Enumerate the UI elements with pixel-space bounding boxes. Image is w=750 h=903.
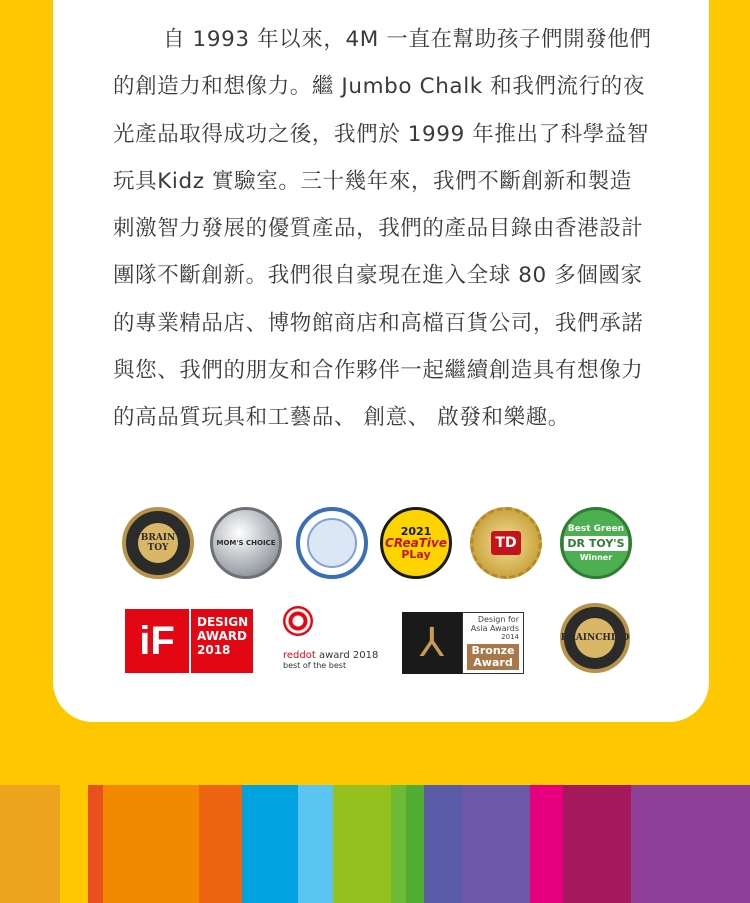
reddot-award-logo bbox=[283, 606, 393, 676]
dfa-bronze-award: Bronze Award bbox=[467, 644, 519, 670]
color-stripe bbox=[242, 785, 298, 903]
if-design-award-logo bbox=[125, 609, 253, 673]
color-stripe bbox=[0, 785, 60, 903]
td-seal-award-mark: TD bbox=[491, 531, 521, 555]
creative-play-award-line2: PLay bbox=[401, 548, 431, 561]
moms-choice-award-label: MOM'S CHOICE bbox=[216, 539, 276, 547]
color-stripe bbox=[391, 785, 406, 903]
parents-choice-award-badge bbox=[296, 507, 368, 579]
moms-choice-award-badge bbox=[210, 507, 282, 579]
if-line1: DESIGN bbox=[197, 615, 249, 629]
reddot-year: award 2018 bbox=[315, 650, 379, 661]
dfa-year: 2014 bbox=[501, 633, 519, 641]
color-stripe bbox=[60, 785, 88, 903]
brain-child-award-label: BRAIN CHILD bbox=[575, 618, 615, 658]
color-stripe bbox=[563, 785, 631, 903]
color-stripe bbox=[298, 785, 333, 903]
td-seal-award-badge bbox=[470, 507, 542, 579]
dfa-line1: Design for bbox=[477, 615, 519, 624]
dr-toys-award-top: Best Green bbox=[567, 524, 625, 534]
if-award-text bbox=[189, 609, 253, 673]
color-stripe bbox=[530, 785, 563, 903]
color-stripe bbox=[661, 785, 750, 903]
dr-toys-award-mid: DR TOY'S bbox=[564, 536, 627, 551]
dr-toys-award-badge bbox=[560, 507, 632, 579]
dfa-line2: Asia Awards bbox=[470, 624, 519, 633]
color-stripe bbox=[103, 785, 199, 903]
dr-toys-award-bot: Winner bbox=[579, 553, 613, 562]
reddot-line2: best of the best bbox=[283, 661, 347, 670]
brain-toy-award-badge bbox=[122, 507, 194, 579]
if-line3: 2018 bbox=[197, 643, 231, 657]
design-for-asia-award-logo bbox=[402, 612, 526, 674]
creative-play-award-year: 2021 bbox=[400, 525, 432, 538]
brain-child-award-badge bbox=[560, 603, 630, 673]
creative-play-award-badge bbox=[380, 507, 452, 579]
creative-play-award-line1: CReaTive bbox=[385, 536, 447, 550]
color-stripe bbox=[88, 785, 103, 903]
brain-toy-award-label: BRAIN TOY bbox=[138, 523, 178, 563]
parents-choice-award-seal bbox=[307, 518, 357, 568]
color-stripe bbox=[199, 785, 242, 903]
color-stripe bbox=[333, 785, 391, 903]
reddot-line1 bbox=[283, 650, 393, 661]
dfa-mark-icon: ⅄ bbox=[402, 612, 462, 674]
if-line2: AWARD bbox=[197, 629, 247, 643]
color-stripe bbox=[406, 785, 424, 903]
if-mark: iF bbox=[125, 609, 189, 673]
reddot-brand: reddot bbox=[283, 650, 316, 661]
dfa-text bbox=[462, 612, 524, 674]
color-stripe bbox=[631, 785, 661, 903]
color-stripe bbox=[462, 785, 530, 903]
color-stripes bbox=[0, 785, 750, 903]
color-stripe bbox=[424, 785, 462, 903]
reddot-icon bbox=[283, 606, 313, 636]
intro-paragraph: 自 1993 年以來，4M 一直在幫助孩子們開發他們的創造力和想像力。繼 Jumbo Chalk 和我們流行的夜光產品取得成功之後，我們於 1999 年推出了科學益智玩具Kidz 實驗室。三十幾年來，我們不斷創新和製造刺激智力發展的優質產品，我們的產品目錄由香港設計團隊不斷創新。我們很自豪現在進入全球 80 多個國家的專業精品店、博物館商店和高檔百貨公司，我們承諾與您、我們的朋友和合作夥伴一起繼續創造具有想像力的高品質玩具和工藝品、 創意、 啟發和樂趣。 bbox=[113, 27, 652, 431]
